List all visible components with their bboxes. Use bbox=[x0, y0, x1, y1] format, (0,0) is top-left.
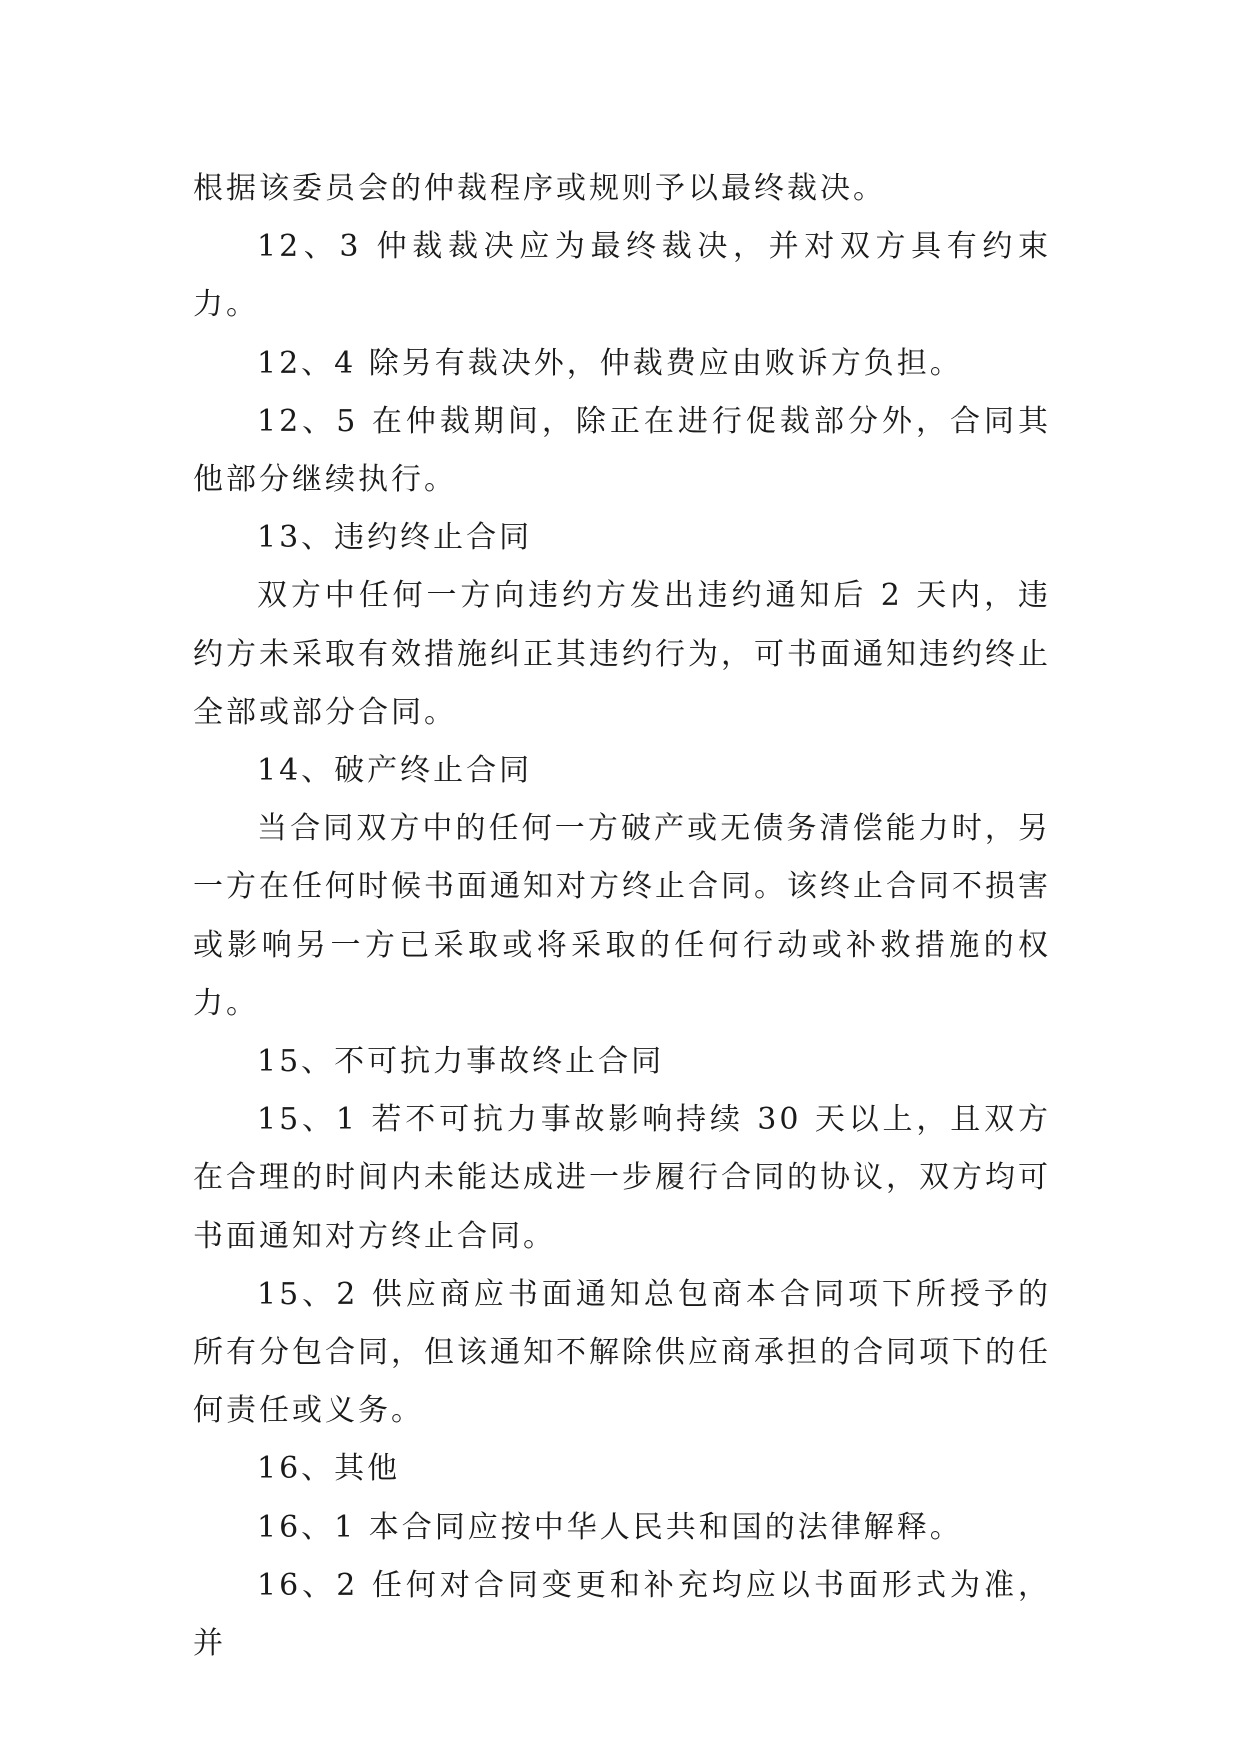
clause-14-body: 当合同双方中的任何一方破产或无债务清偿能力时，另一方在任何时候书面通知对方终止合同。该终止合同不损害或影响另一方已采取或将采取的任何行动或补救措施的权力。 bbox=[193, 811, 1051, 1021]
clause-12-5: 12、5 在仲裁期间，除正在进行促裁部分外，合同其他部分继续执行。 bbox=[193, 403, 1051, 498]
section-heading-15: 15、不可抗力事故终止合同 bbox=[257, 1044, 665, 1080]
clause-15-1: 15、1 若不可抗力事故影响持续 30 天以上，且双方在合理的时间内未能达成进一步履行合同的协议，双方均可书面通知对方终止合同。 bbox=[193, 1102, 1051, 1254]
section-heading-16: 16、其他 bbox=[257, 1451, 401, 1487]
clause-16-1: 16、1 本合同应按中华人民共和国的法律解释。 bbox=[257, 1509, 963, 1545]
section-heading-13: 13、违约终止合同 bbox=[257, 520, 533, 556]
paragraph: 根据该委员会的仲裁程序或规则予以最终裁决。 bbox=[193, 171, 886, 206]
clause-12-3: 12、3 仲裁裁决应为最终裁决，并对双方具有约束力。 bbox=[193, 229, 1051, 323]
clause-12-4: 12、4 除另有裁决外，仲裁费应由败诉方负担。 bbox=[257, 345, 963, 381]
clause-13-body: 双方中任何一方向违约方发出违约通知后 2 天内，违约方未采取有效措施纠正其违约行为，可书面通知违约终止全部或部分合同。 bbox=[193, 578, 1051, 730]
section-heading-14: 14、破产终止合同 bbox=[257, 753, 533, 789]
clause-16-2: 16、2 任何对合同变更和补充均应以书面形式为准，并 bbox=[193, 1567, 1051, 1662]
document-body bbox=[193, 160, 1051, 1673]
clause-15-2: 15、2 供应商应书面通知总包商本合同项下所授予的所有分包合同，但该通知不解除供应商承担的合同项下的任何责任或义务。 bbox=[193, 1276, 1051, 1429]
